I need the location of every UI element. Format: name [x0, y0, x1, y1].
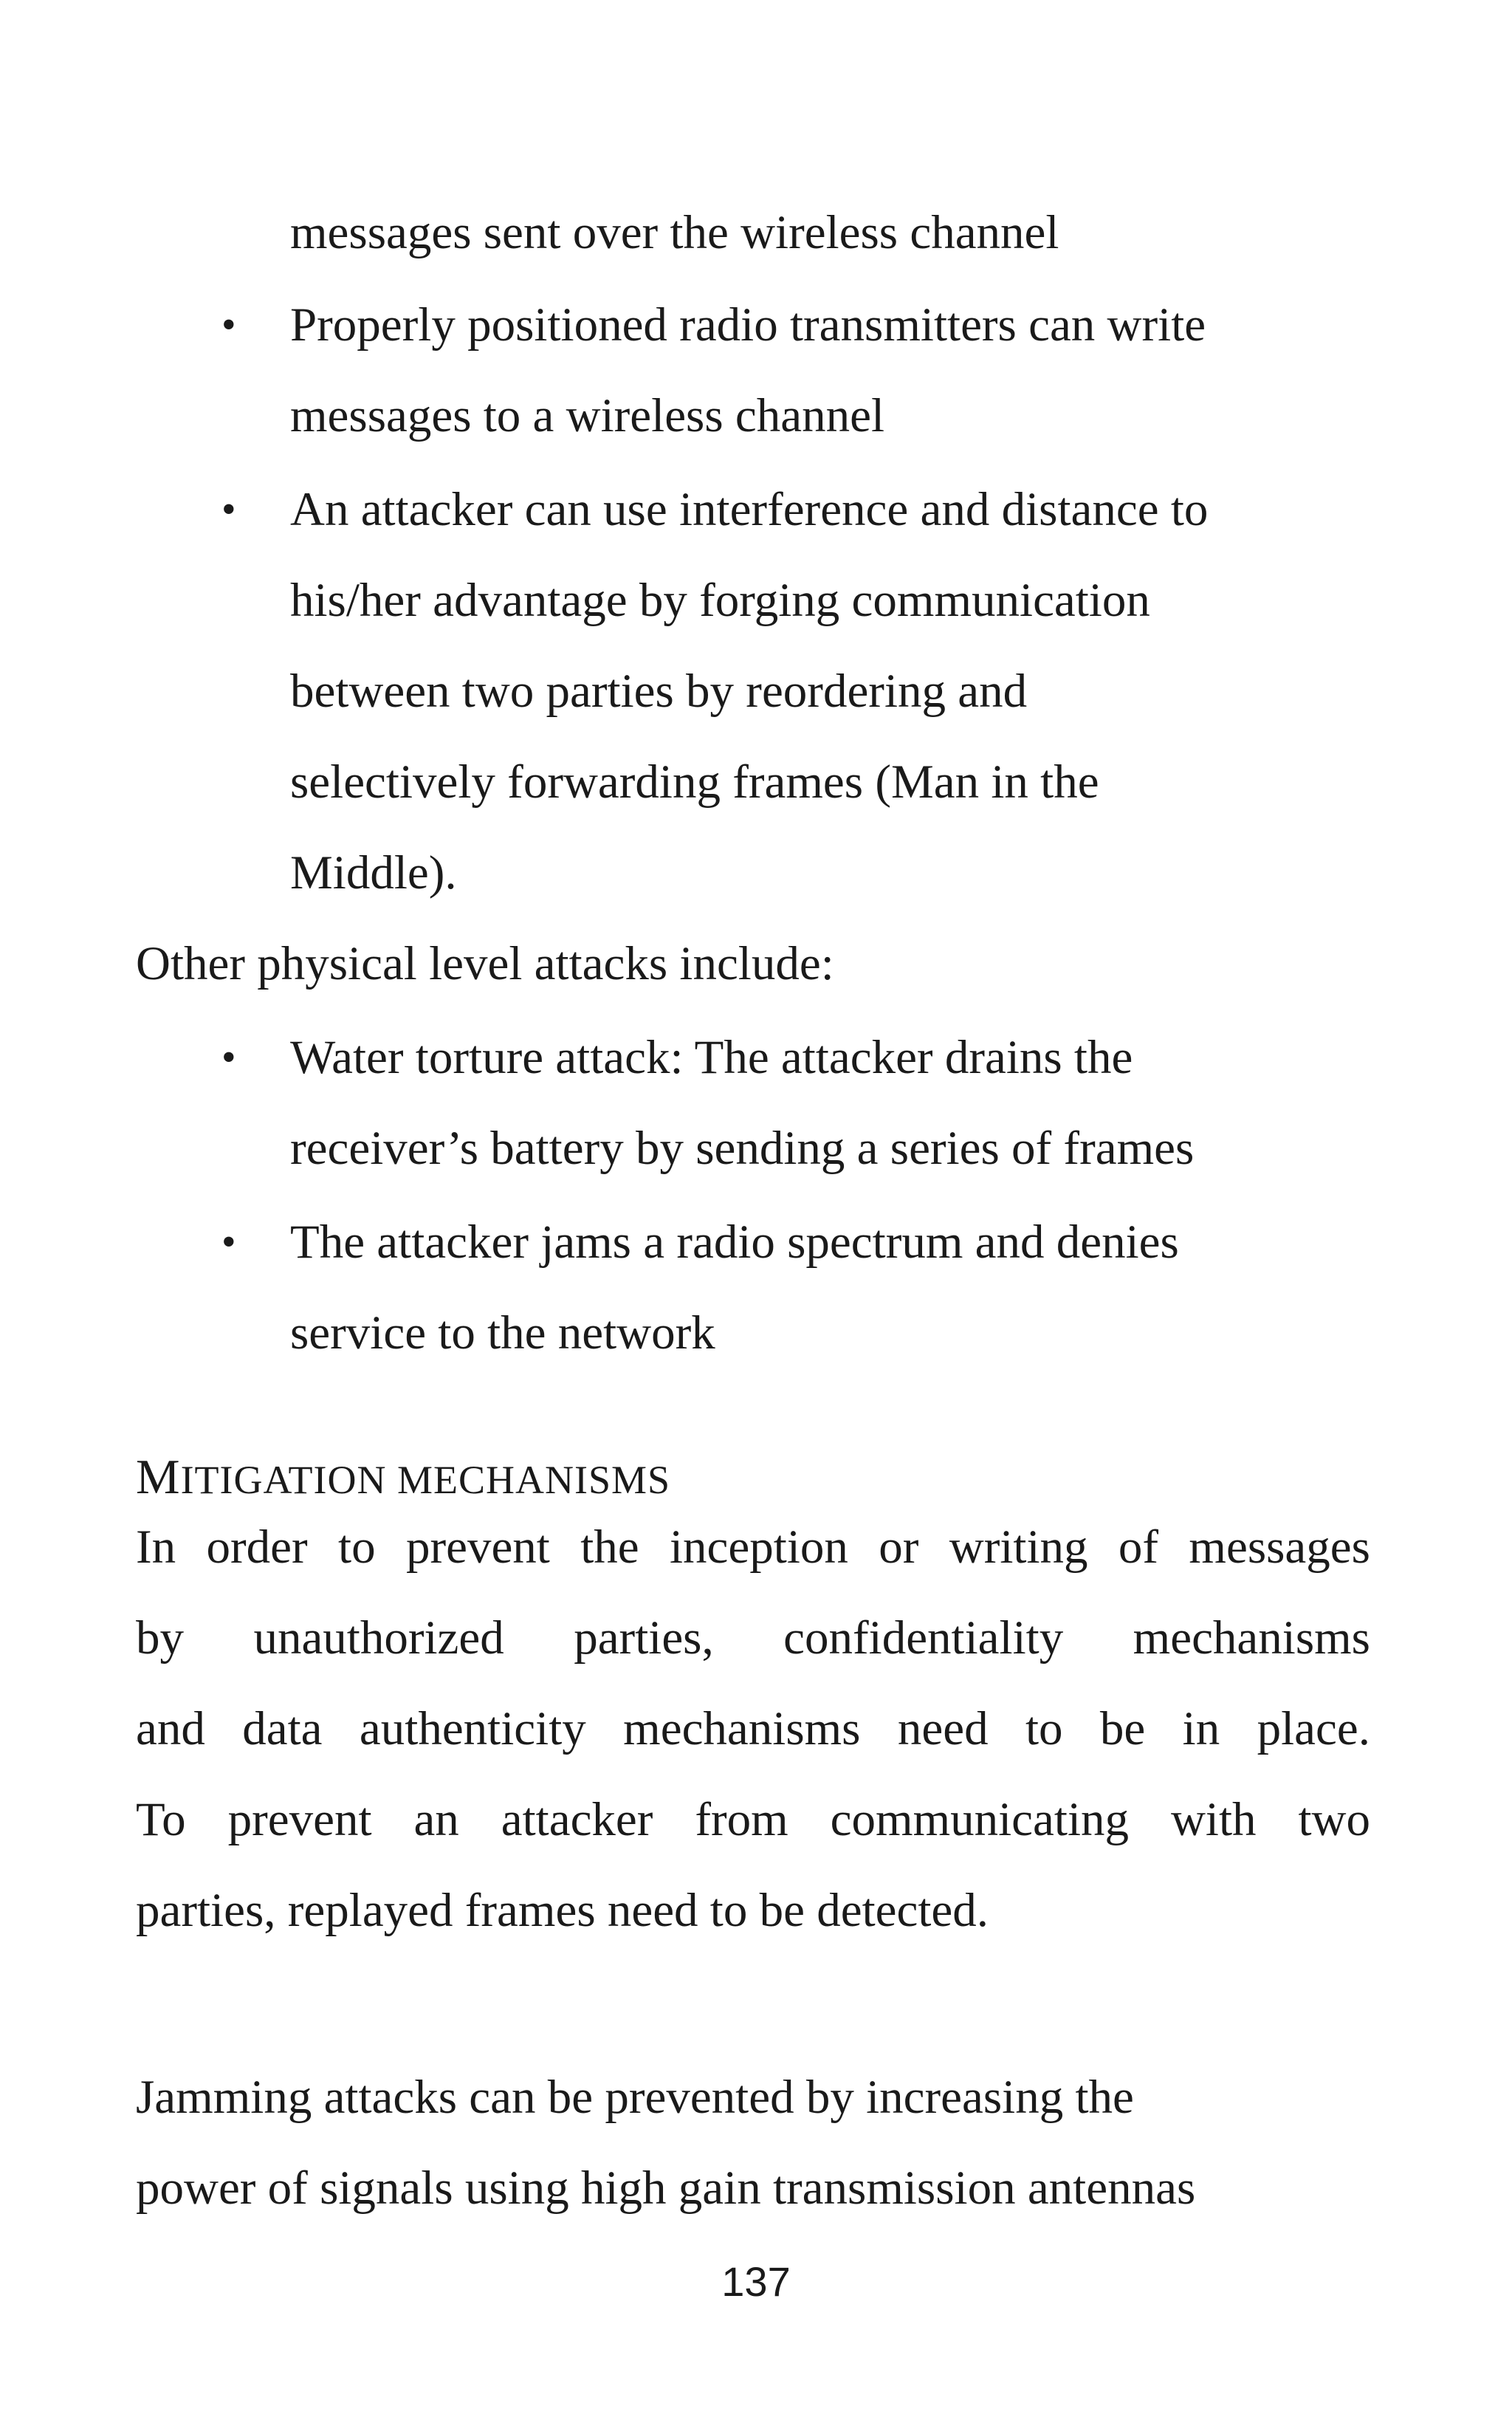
word: inception — [670, 1521, 848, 1574]
word: need — [897, 1702, 989, 1755]
word: writing — [949, 1521, 1088, 1574]
word: in — [1182, 1702, 1220, 1755]
text-line: power of signals using high gain transmission antennas — [136, 2162, 1196, 2215]
text-line: between two parties by reordering and — [290, 665, 1028, 718]
word: or — [879, 1521, 919, 1574]
word: communicating — [830, 1793, 1130, 1846]
text-line: service to the network — [290, 1306, 715, 1360]
bullet-icon: • — [221, 302, 236, 348]
text-line: receiver’s battery by sending a series of frames — [290, 1122, 1195, 1175]
word: prevent — [227, 1793, 372, 1846]
word: mechanisms — [623, 1702, 861, 1755]
word: and — [136, 1702, 205, 1755]
word: be — [1099, 1702, 1146, 1755]
word: prevent — [405, 1521, 550, 1574]
word: confidentiality — [783, 1611, 1064, 1665]
word: authenticity — [359, 1702, 586, 1755]
word: parties, — [574, 1611, 714, 1665]
word: unauthorized — [253, 1611, 504, 1665]
word: mechanisms — [1133, 1611, 1370, 1665]
word: To — [136, 1793, 186, 1846]
justified-line — [136, 1790, 1370, 1849]
list-item: Properly positioned radio transmitters can write — [290, 298, 1206, 352]
word: with — [1170, 1793, 1257, 1846]
word: to — [338, 1521, 376, 1574]
justified-line — [136, 1699, 1370, 1758]
word: messages — [1189, 1521, 1370, 1574]
text-line: messages sent over the wireless channel — [290, 206, 1059, 259]
page-number: 137 — [721, 2258, 791, 2305]
list-item: An attacker can use interference and distance to — [290, 483, 1209, 536]
text-line: Middle). — [290, 846, 457, 899]
text-line: Other physical level attacks include: — [136, 937, 834, 990]
word: to — [1025, 1702, 1063, 1755]
list-item: The attacker jams a radio spectrum and denies — [290, 1216, 1179, 1269]
word: In — [136, 1521, 176, 1574]
bullet-icon: • — [221, 1219, 236, 1265]
bullet-icon: • — [221, 487, 236, 532]
word: an — [413, 1793, 459, 1846]
word: by — [136, 1611, 184, 1665]
text-line: messages to a wireless channel — [290, 389, 885, 442]
section-heading — [136, 1444, 670, 1513]
text-line: Jamming attacks can be prevented by increasing the — [136, 2071, 1134, 2124]
word: attacker — [501, 1793, 653, 1846]
text-line: his/her advantage by forging communication — [290, 574, 1150, 627]
word: of — [1118, 1521, 1159, 1574]
bullet-icon: • — [221, 1035, 236, 1080]
list-item: Water torture attack: The attacker drains the — [290, 1031, 1133, 1084]
justified-line — [136, 1608, 1370, 1667]
justified-line — [136, 1518, 1370, 1577]
word: two — [1298, 1793, 1370, 1846]
text-line: selectively forwarding frames (Man in the — [290, 755, 1099, 809]
word: order — [206, 1521, 308, 1574]
word: from — [695, 1793, 788, 1846]
heading-rest: ITIGATION MECHANISMS — [180, 1458, 671, 1502]
word: the — [580, 1521, 639, 1574]
word: data — [242, 1702, 323, 1755]
word: place. — [1257, 1702, 1370, 1755]
text-line: parties, replayed frames need to be detected. — [136, 1884, 989, 1937]
heading-initial: M — [136, 1450, 181, 1504]
